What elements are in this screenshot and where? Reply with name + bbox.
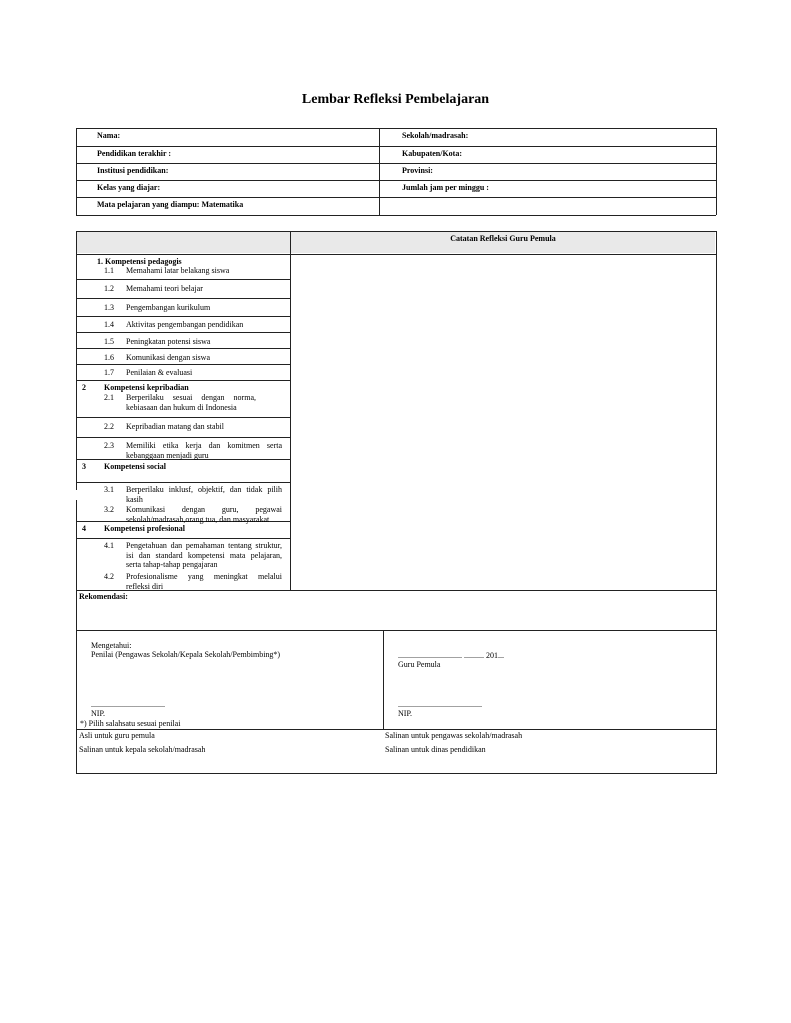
nama-label: Nama: [97, 131, 121, 140]
item-number: 4.1 [104, 541, 114, 550]
kompetensi-4-number: 4 [82, 524, 86, 533]
item-text: Profesionalisme yang meningkat melalui refleksi diri [126, 572, 282, 591]
item-number: 2.2 [104, 422, 114, 431]
copy-kepsek: Salinan untuk kepala sekolah/madrasah [79, 745, 206, 754]
item-text: Memahami latar belakang siswa [126, 266, 230, 275]
copy-asli: Asli untuk guru pemula [79, 731, 155, 740]
item-text: Aktivitas pengembangan pendidikan [126, 320, 244, 329]
provinsi-label: Provinsi: [402, 166, 433, 175]
kompetensi-4-title: Kompetensi profesional [104, 524, 185, 533]
item-number: 1.5 [104, 337, 114, 346]
nip-right-label: NIP. [398, 709, 413, 718]
guru-pemula-label: Guru Pemula [398, 660, 441, 669]
item-text: Peningkatan potensi siswa [126, 337, 211, 346]
signature-line-right: .......................................... [398, 700, 482, 709]
item-text: Berperilaku inklusf, objektif, dan tidak pilih kasih [126, 485, 282, 504]
kabupaten-label: Kabupaten/Kota: [402, 149, 463, 158]
item-text: Kepribadian matang dan stabil [126, 422, 224, 431]
rekomendasi-label: Rekomendasi: [79, 592, 128, 601]
item-number: 2.1 [104, 393, 114, 402]
item-number: 1.3 [104, 303, 114, 312]
copy-pengawas: Salinan untuk pengawas sekolah/madrasah [385, 731, 523, 740]
institusi-label: Institusi pendidikan: [97, 166, 169, 175]
item-text: Komunikasi dengan guru, pegawai sekolah/madrasah,orang tua, dan masyarakat [126, 505, 282, 524]
date-line: ................................ .......... 201... [398, 651, 504, 660]
kompetensi-2-title: Kompetensi kepribadian [104, 383, 189, 392]
kompetensi-3-number: 3 [82, 462, 86, 471]
mapel-label: Mata pelajaran yang diampu: Matematika [97, 200, 244, 209]
item-text: Pengetahuan dan pemahaman tentang struktur, isi dan standard kompetensi mata pelajaran, serta tahap-tahap pengajaran [126, 541, 282, 569]
item-number: 1.6 [104, 353, 114, 362]
item-text: Berperilaku sesuai dengan norma, kebiasaan dan hukum di Indonesia [126, 393, 256, 412]
mengetahui-label: Mengetahui: [91, 641, 132, 650]
page-title: Lembar Refleksi Pembelajaran [301, 92, 490, 107]
item-number: 3.1 [104, 485, 114, 494]
item-number: 1.1 [104, 266, 114, 275]
item-number: 1.7 [104, 368, 114, 377]
penilai-label: Penilai (Pengawas Sekolah/Kepala Sekolah/Pembimbing*) [91, 650, 281, 659]
item-text: Pengembangan kurikulum [126, 303, 211, 312]
kompetensi-3-title: Kompetensi social [104, 462, 166, 471]
signature-line-left: ..................................... [91, 700, 165, 709]
item-number: 4.2 [104, 572, 114, 581]
item-number: 2.3 [104, 441, 114, 450]
footnote: *) Pilih salahsatu sesuai penilai [80, 719, 181, 728]
sekolah-label: Sekolah/madrasah: [402, 131, 469, 140]
item-text: Memahami teori belajar [126, 284, 203, 293]
nip-left-label: NIP. [91, 709, 106, 718]
item-number: 3.2 [104, 505, 114, 514]
item-number: 1.2 [104, 284, 114, 293]
item-text: Penilaian & evaluasi [126, 368, 193, 377]
item-text: Memiliki etika kerja dan komitmen serta kebanggaan menjadi guru [126, 441, 282, 460]
pendidikan-label: Pendidikan terakhir : [97, 149, 172, 158]
item-text: Komunikasi dengan siswa [126, 353, 210, 362]
kelas-label: Kelas yang diajar: [97, 183, 161, 192]
copy-dinas: Salinan untuk dinas pendidikan [385, 745, 486, 754]
kompetensi-1-title: 1. Kompetensi pedagogis [97, 257, 182, 266]
jumlah-jam-label: Jumlah jam per minggu : [402, 183, 489, 192]
kompetensi-2-number: 2 [82, 383, 86, 392]
item-number: 1.4 [104, 320, 114, 329]
catatan-header: Catatan Refleksi Guru Pemula [450, 234, 556, 243]
